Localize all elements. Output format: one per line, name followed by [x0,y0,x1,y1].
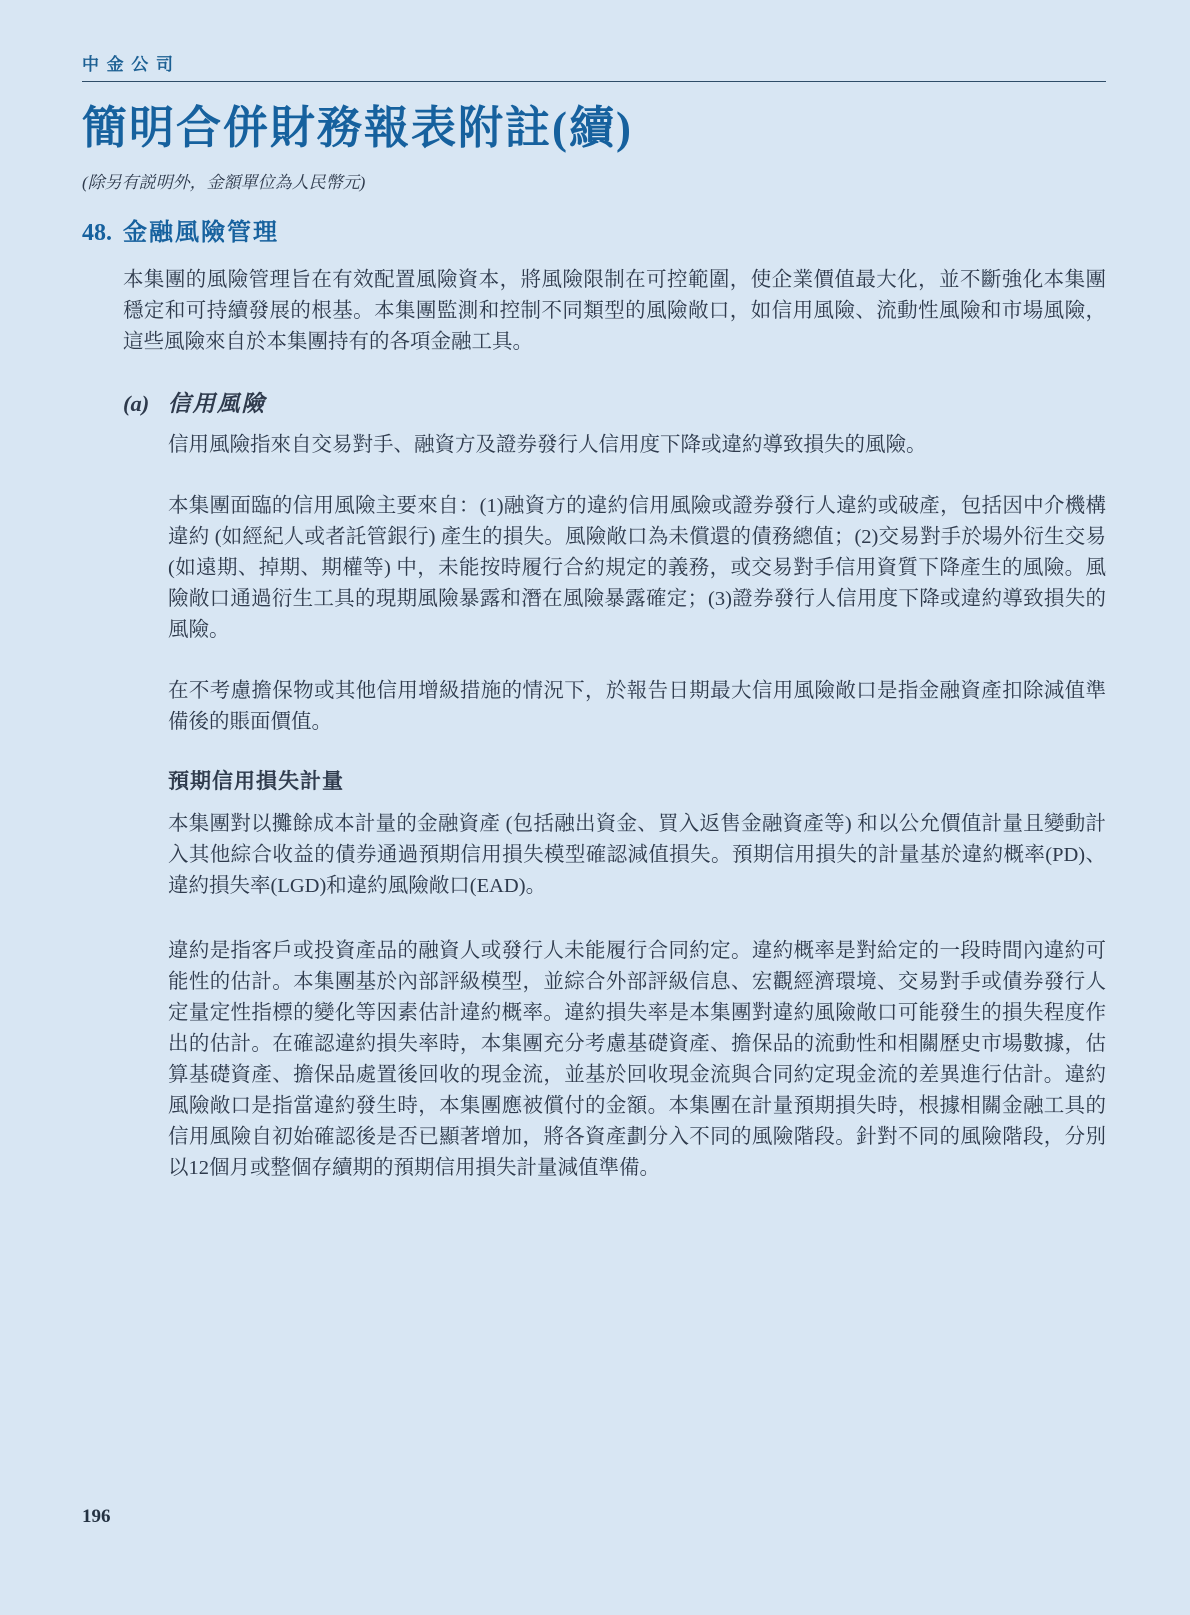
section-heading [82,219,1106,248]
credit-risk-sources-paragraph: 本集團面臨的信用風險主要來自：(1)融資方的違約信用風險或證券發行人違約或破產，包括因中介機構違約 (如經紀人或者託管銀行) 產生的損失。風險敞口為未償還的債務總值；(2)交易對手於場外衍生交易 (如遠期、掉期、期權等) 中，未能按時履行合約規定的義務，或交易對手信用資質下降產生的風險。風險敞口通過衍生工具的現期風險暴露和潛在風險暴露確定；(3)證券發行人信用度下降或違約導致損失的風險。 [168,495,1106,642]
default-definition-paragraph: 違約是指客戶或投資產品的融資人或發行人未能履行合同約定。違約概率是對給定的一段時間內違約可能性的估計。本集團基於內部評級模型，並綜合外部評級信息、宏觀經濟環境、交易對手或債券發行人定量定性指標的變化等因素估計違約概率。違約損失率是本集團對違約風險敞口可能發生的損失程度作出的估計。在確認違約損失率時，本集團充分考慮基礎資產、擔保品的流動性和相關歷史市場數據，估算基礎資產、擔保品處置後回收的現金流，並基於回收現金流與合同約定現金流的差異進行估計。違約風險敞口是指當違約發生時，本集團應被償付的金額。本集團在計量預期損失時，根據相關金融工具的信用風險自初始確認後是否已顯著增加，將各資產劃分入不同的風險階段。針對不同的風險階段，分別以12個月或整個存續期的預期信用損失計量減值準備。 [168,940,1106,1180]
subsection-body [168,430,1106,1184]
page-number: 196 [82,1506,111,1527]
currency-note: (除另有説明外，金額單位為人民幣元) [82,173,366,193]
subsection-label: (a) [123,391,150,417]
section-title: 金融風險管理 [123,220,279,247]
header-rule [82,81,1106,82]
subsection-heading [123,390,1106,418]
section-intro-paragraph: 本集團的風險管理旨在有效配置風險資本，將風險限制在可控範圍，使企業價值最大化，並不斷強化本集團穩定和可持續發展的根基。本集團監測和控制不同類型的風險敞口，如信用風險、流動性風險和市場風險，這些風險來自於本集團持有的各項金融工具。 [123,269,1106,354]
max-exposure-paragraph: 在不考慮擔保物或其他信用增級措施的情況下，於報告日期最大信用風險敞口是指金融資產扣除減值準備後的賬面價值。 [168,680,1106,734]
ecl-model-paragraph: 本集團對以攤餘成本計量的金融資產 (包括融出資金、買入返售金融資產等) 和以公允價值計量且變動計入其他綜合收益的債券通過預期信用損失模型確認減值損失。預期信用損失的計量基於違約概率(PD)、違約損失率(LGD)和違約風險敞口(EAD)。 [168,813,1106,898]
ecl-subheading: 預期信用損失計量 [168,769,344,794]
document-title: 簡明合併財務報表附註(續) [82,103,633,153]
credit-risk-definition-paragraph: 信用風險指來自交易對手、融資方及證券發行人信用度下降或違約導致損失的風險。 [168,434,927,457]
section-body [123,265,1106,1184]
section-number: 48. [82,220,112,247]
subsection-title: 信用風險 [168,391,267,417]
company-name: 中金公司 [82,55,181,74]
